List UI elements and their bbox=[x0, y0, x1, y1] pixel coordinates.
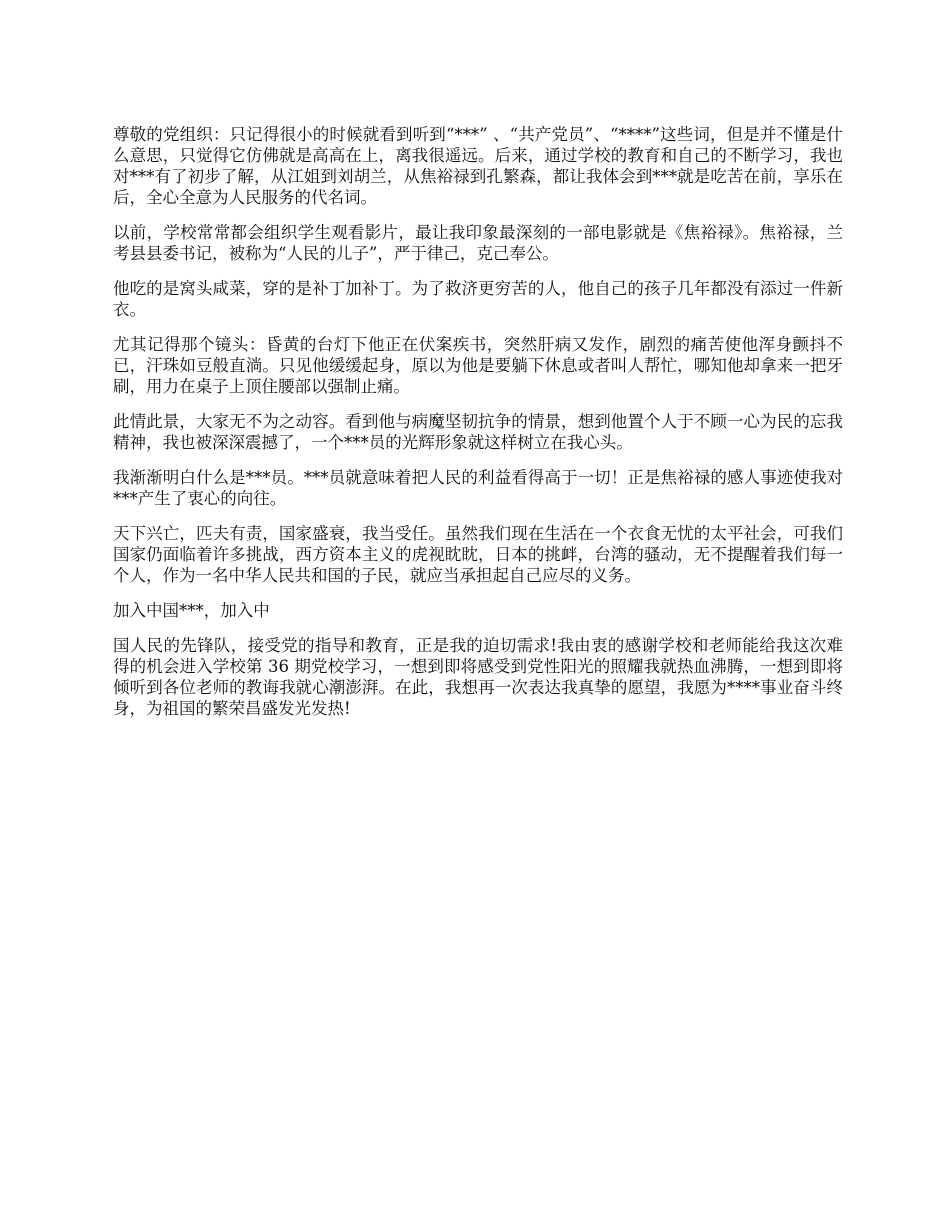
paragraph-3: 他吃的是窝头咸菜，穿的是补丁加补丁。为了救济更穷苦的人，他自己的孩子几年都没有添过一件新衣。 bbox=[113, 279, 843, 319]
paragraph-9: 国人民的先锋队，接受党的指导和教育，正是我的迫切需求!我由衷的感谢学校和老师能给我这次难得的机会进入学校第 36 期党校学习，一想到即将感受到党性阳光的照耀我就热血沸腾，一想到即将倾听到各位老师的教诲我就心潮澎湃。在此，我想再一次表达我真挚的愿望，我愿为****事业奋斗终身，为祖国的繁荣昌盛发光发热! bbox=[113, 636, 843, 718]
paragraph-6: 我渐渐明白什么是***员。***员就意味着把人民的利益看得高于一切！正是焦裕禄的感人事迹使我对***产生了衷心的向往。 bbox=[113, 468, 843, 508]
paragraph-4: 尤其记得那个镜头：昏黄的台灯下他正在伏案疾书，突然肝病又发作，剧烈的痛苦使他浑身颤抖不已，汗珠如豆般直淌。只见他缓缓起身，原以为他是要躺下休息或者叫人帮忙，哪知他却拿来一把牙刷，用力在桌子上顶住腰部以强制止痛。 bbox=[113, 335, 843, 396]
paragraph-5: 此情此景，大家无不为之动容。看到他与病魔坚韧抗争的情景，想到他置个人于不顾一心为民的忘我精神，我也被深深震撼了，一个***员的光辉形象就这样树立在我心头。 bbox=[113, 412, 843, 452]
paragraph-7: 天下兴亡，匹夫有责，国家盛衰，我当受任。虽然我们现在生活在一个衣食无忧的太平社会，可我们国家仍面临着许多挑战，西方资本主义的虎视眈眈，日本的挑衅，台湾的骚动，无不提醒着我们每一个人，作为一名中华人民共和国的子民，就应当承担起自己应尽的义务。 bbox=[113, 524, 843, 585]
paragraph-1: 尊敬的党组织：只记得很小的时候就看到听到“***” 、“共产党员”、“****”这些词，但是并不懂是什么意思，只觉得它仿佛就是高高在上，离我很遥远。后来，通过学校的教育和自己的不断学习，我也对***有了初步了解，从江姐到刘胡兰，从焦裕禄到孔繁森，都让我体会到***就是吃苦在前，享乐在后，全心全意为人民服务的代名词。 bbox=[113, 125, 843, 207]
document-body bbox=[113, 124, 843, 733]
paragraph-8: 加入中国***，加入中 bbox=[113, 601, 270, 620]
paragraph-2: 以前，学校常常都会组织学生观看影片，最让我印象最深刻的一部电影就是《焦裕禄》。焦裕禄，兰考县县委书记，被称为“人民的儿子”，严于律己，克己奉公。 bbox=[113, 223, 843, 263]
